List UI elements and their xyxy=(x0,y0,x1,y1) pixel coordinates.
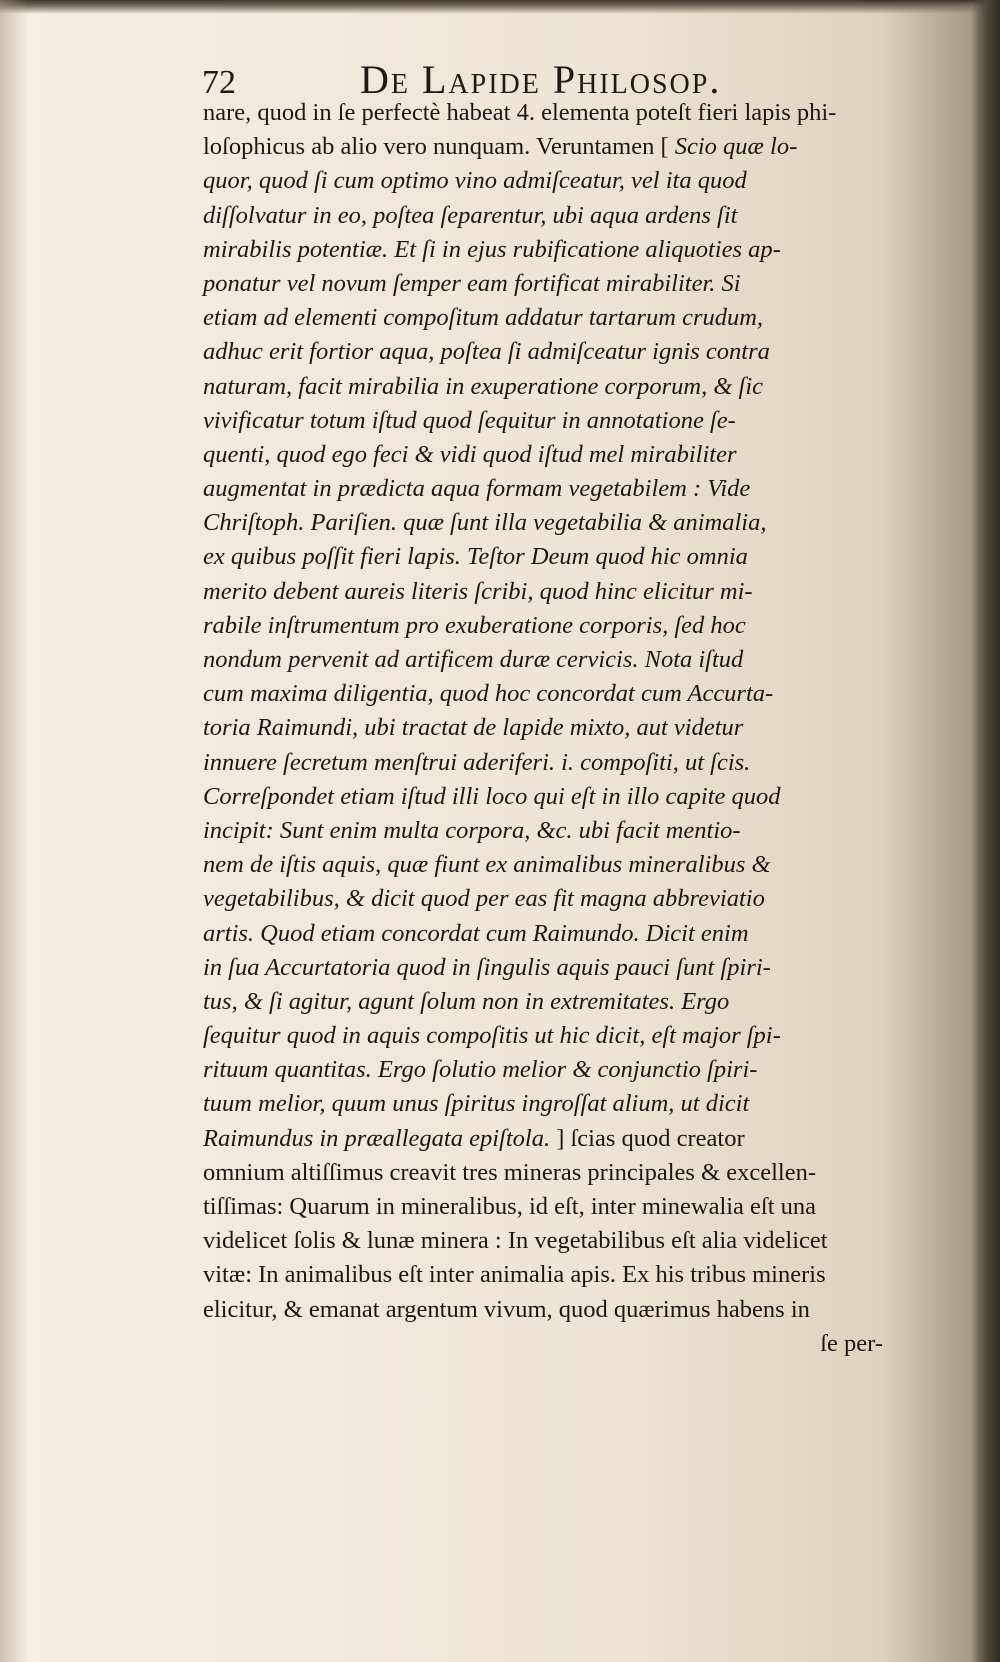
italic-text-segment: vivificatur totum iſtud quod ſequitur in annotatione ſe- xyxy=(203,406,736,434)
italic-text-segment: vegetabilibus, & dicit quod per eas fit magna abbreviatio xyxy=(203,885,765,913)
text-line xyxy=(203,1293,945,1327)
roman-text-segment: omnium altiſſimus creavit tres mineras principales & excellen- xyxy=(203,1158,816,1186)
italic-text-segment: Scio quæ lo- xyxy=(674,133,798,161)
text-line xyxy=(203,609,945,643)
italic-text-segment: ſequitur quod in aquis compoſitis ut hic dicit, eſt major ſpi- xyxy=(203,1022,781,1050)
text-line xyxy=(203,1053,945,1087)
italic-text-segment: adhuc erit fortior aqua, poſtea ſi admiſceatur ignis contra xyxy=(203,338,770,366)
text-line xyxy=(203,1224,945,1258)
text-line xyxy=(203,506,945,540)
italic-text-segment: innuere ſecretum menſtrui aderiferi. i. compoſiti, ut ſcis. xyxy=(203,748,751,776)
text-line xyxy=(203,882,945,916)
roman-text-segment: videlicet ſolis & lunæ minera : In vegetabilibus eſt alia videlicet xyxy=(203,1227,828,1255)
italic-text-segment: quor, quod ſi cum optimo vino admiſceatur, vel ita quod xyxy=(203,167,747,195)
italic-text-segment: mirabilis potentiæ. Et ſi in ejus rubificatione aliquoties ap- xyxy=(203,235,781,263)
text-line xyxy=(203,267,945,301)
italic-text-segment: etiam ad elementi compoſitum addatur tartarum crudum, xyxy=(203,304,764,332)
italic-text-segment: diſſolvatur in eo, poſtea ſeparentur, ubi aqua ardens ſit xyxy=(203,201,738,229)
page-number: 72 xyxy=(202,64,236,101)
text-line xyxy=(203,404,945,438)
text-line xyxy=(203,96,945,130)
text-line xyxy=(203,1122,945,1156)
italic-text-segment: in ſua Accurtatoria quod in ſingulis aquis pauci ſunt ſpiri- xyxy=(203,953,771,981)
text-line xyxy=(203,335,945,369)
body-text xyxy=(203,96,945,1361)
text-line xyxy=(203,848,945,882)
roman-text-segment: tiſſimas: Quarum in mineralibus, id eſt, inter minewalia eſt una xyxy=(203,1193,817,1220)
text-line xyxy=(203,917,945,951)
text-line xyxy=(203,951,945,985)
italic-text-segment: Chriſtoph. Pariſien. quæ ſunt illa vegetabilia & animalia, xyxy=(203,509,767,537)
text-line xyxy=(203,233,945,267)
text-line xyxy=(203,1087,945,1121)
italic-text-segment: incipit: Sunt enim multa corpora, &c. ubi facit mentio- xyxy=(203,816,741,844)
catchword: ſe per- xyxy=(820,1329,883,1357)
text-line xyxy=(203,1156,945,1190)
text-line xyxy=(203,370,945,404)
roman-text-segment: vitæ: In animalibus eſt inter animalia apis. Ex his tribus mineris xyxy=(203,1261,826,1289)
top-page-edge xyxy=(0,0,1000,14)
italic-text-segment: augmentat in prædicta aqua formam vegetabilem : Vide xyxy=(203,475,751,503)
text-line xyxy=(203,1190,945,1224)
italic-text-segment: nondum pervenit ad artificem duræ cervicis. Nota iſtud xyxy=(203,646,744,673)
text-line xyxy=(203,677,945,711)
italic-text-segment: rabile inſtrumentum pro exuberatione corporis, ſed hoc xyxy=(203,611,746,639)
text-line xyxy=(203,780,945,814)
italic-text-segment: ponatur vel novum ſemper eam fortificat mirabiliter. Si xyxy=(203,269,741,297)
roman-text-segment: elicitur, & emanat argentum vivum, quod quærimus habens in xyxy=(203,1295,810,1323)
italic-text-segment: nem de iſtis aquis, quæ fiunt ex animalibus mineralibus & xyxy=(203,851,771,879)
roman-text-segment: nare, quod in ſe perfectè habeat 4. elementa poteſt fieri lapis phi- xyxy=(203,99,837,126)
text-line xyxy=(203,301,945,335)
italic-text-segment: tuum melior, quum unus ſpiritus ingroſſat alium, ut dicit xyxy=(203,1090,750,1118)
italic-text-segment: merito debent aureis literis ſcribi, quod hinc elicitur mi- xyxy=(203,577,753,605)
text-line xyxy=(203,130,945,164)
italic-text-segment: Correſpondet etiam iſtud illi loco qui eſt in illo capite quod xyxy=(203,782,781,810)
italic-text-segment: artis. Quod etiam concordat cum Raimundo. Dicit enim xyxy=(203,919,749,947)
text-line xyxy=(203,199,945,233)
text-line xyxy=(203,643,945,677)
text-line xyxy=(203,985,945,1019)
text-line xyxy=(203,438,945,472)
text-line xyxy=(203,1019,945,1053)
text-line xyxy=(203,746,945,780)
text-line xyxy=(203,164,945,198)
italic-text-segment: rituum quantitas. Ergo ſolutio melior & conjunctio ſpiri- xyxy=(203,1056,758,1084)
roman-text-segment: ] ſcias quod creator xyxy=(550,1124,745,1152)
book-gutter-shadow xyxy=(972,0,1000,1662)
roman-text-segment: loſophicus ab alio vero nunquam. Veruntamen [ xyxy=(203,133,675,161)
text-line xyxy=(203,711,945,745)
italic-text-segment: ex quibus poſſit fieri lapis. Teſtor Deum quod hic omnia xyxy=(203,543,748,571)
text-line xyxy=(203,814,945,848)
text-line xyxy=(203,472,945,506)
text-line xyxy=(203,1258,945,1292)
text-line xyxy=(203,540,945,574)
italic-text-segment: naturam, facit mirabilia in exuperatione corporum, & ſic xyxy=(203,372,764,400)
left-margin-shadow xyxy=(0,0,28,1662)
italic-text-segment: quenti, quod ego feci & vidi quod iſtud mel mirabiliter xyxy=(203,440,737,468)
italic-text-segment: cum maxima diligentia, quod hoc concordat cum Accurta- xyxy=(203,680,774,708)
italic-text-segment: Raimundus in præallegata epiſtola. xyxy=(203,1124,551,1152)
text-line xyxy=(203,575,945,609)
running-title: De Lapide Philosop. xyxy=(360,57,722,102)
italic-text-segment: tus, & ſi agitur, agunt ſolum non in extremitates. Ergo xyxy=(203,987,730,1015)
italic-text-segment: toria Raimundi, ubi tractat de lapide mixto, aut videtur xyxy=(203,714,744,742)
